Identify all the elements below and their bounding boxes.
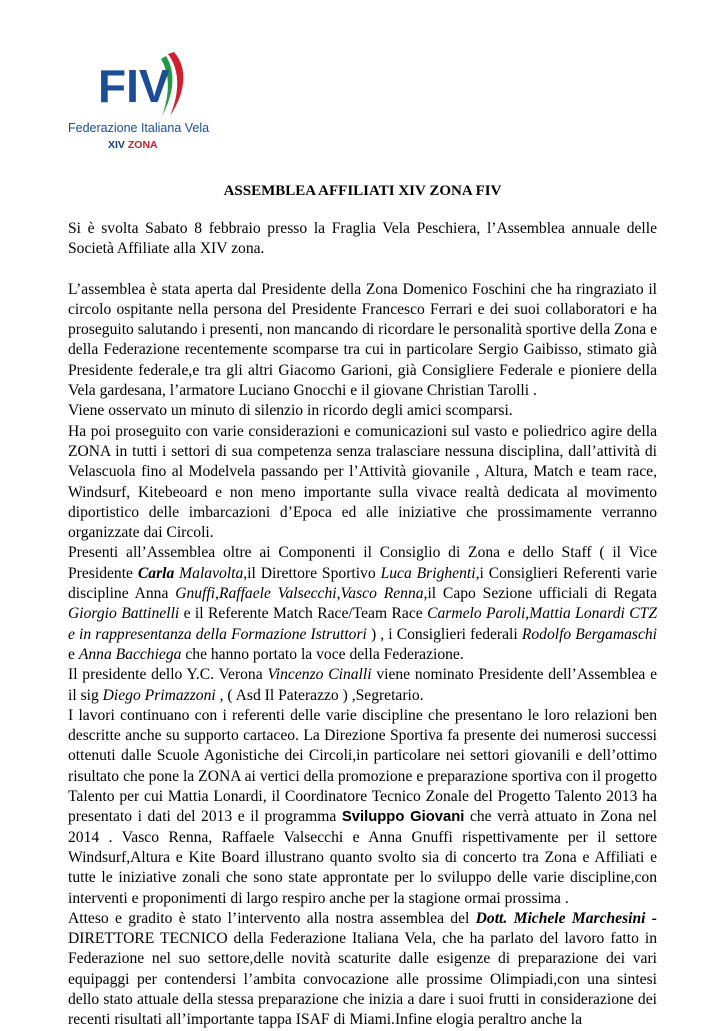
logo-zone [108,139,158,151]
text-span: DIRETTORE TECNICO della Federazione Italiana Vela, che ha parlato del lavoro fatto in Federazione nel suo settore,delle novità scaturite dalle esigenze di preparazione dei vari equipaggi per contendersi l’ambita convocazione alle prossime Olimpiadi,con una sintesi dello stato attuale della stessa preparazione che inizia a dare i suoi frutti in considerazione dei recenti risultati all’importante tappa ISAF di Miami.Infine elogia peraltro anche la [68,930,657,1029]
logo-zone-word: ZONA [127,139,158,151]
paragraph-technical-director [68,909,657,1031]
italic-name: Malavolta [174,564,244,582]
fiv-logo [66,50,226,155]
paragraph-opening: L’assemblea è stata aperta dal Presidente della Zona Domenico Foschini che ha ringraziato il circolo ospitante nella persona del Presidente Francesco Ferrari e dei suoi collaboratori e ha proseguito salutando i presenti, non mancando di ricordare le personalità sportive della Zona e della Federazione recentemente scomparse tra cui in particolare Sergio Gaibisso, stimato già Presidente federale,e tra gli altri Giacomo Garioni, già Consigliere Federale e pioniere della Vela gardesana, l’armatore Luciano Gnocchi e il giovane Christian Tarolli . [68,280,657,400]
fiv-logo-mark [96,50,196,118]
text-span: viene nominato Presidente dell’Assemblea e il sig [68,666,657,704]
logo-org-name: Federazione Italiana Vela [68,121,210,135]
bold-italic-name: Dott. Michele Marchesini - [475,909,657,927]
italic-name: Vincenzo Cinalli [267,666,372,684]
text-span: I lavori continuano con i referenti delle varie discipline che presentano le loro relazioni ben descritte anche su supporto cartaceo. La Direzione Sportiva fa presente dei numerosi successi ottenuti dalle Scuole Agonistiche dei Circoli,in particolare nei settori giovanili e dell’ottimo risultato che pone la ZONA ai vertici della promozione e preparazione sportiva con il progetto Talento per cui Mattia Lonardi, il Coordinatore Tecnico Zonale del Progetto Talento 2013 ha presentato i dati del 2013 e il programma [68,706,657,826]
italic-name: Rodolfo Bergamaschi [521,625,658,643]
italic-name: Diego Primazzoni [102,686,216,704]
paragraph-intro: Si è svolta Sabato 8 febbraio presso la Fraglia Vela Peschiera, l’Assemblea annuale delle Società Affiliate alla XIV zona. [68,220,657,258]
logo-letters: FIV [98,60,170,112]
logo-zone-roman: XIV [108,139,125,151]
paragraph-reports [68,706,657,909]
document-title: ASSEMBLEA AFFILIATI XIV ZONA FIV [223,183,502,199]
paragraph-attendees [68,543,657,665]
text-span: ,i Consiglieri Referenti varie discipline Anna [68,564,657,603]
text-span: e [68,645,79,663]
text-span: che hanno portato la voce della Federazione. [181,645,464,663]
italic-name: Gnuffi,Raffaele Valsecchi,Vasco Renna, [175,585,428,603]
bold-program-name: Sviluppo Giovani [341,809,465,826]
text-span: ) , i Consiglieri federali [366,625,522,643]
paragraph-silence: Viene osservato un minuto di silenzio in ricordo degli amici scomparsi. [68,402,513,420]
text-span: il Capo Sezione ufficiali di Regata [427,585,657,603]
italic-name: Anna Bacchiega [78,645,182,663]
paragraph-activities: Ha poi proseguito con varie considerazioni e comunicazioni sul vasto e poliedrico agire della ZONA in tutti i settori di sua competenza senza tralasciare nessuna disciplina, dall’attività di Velascuola fino al Modelvela passando per l’Attività giovanile , Altura, Match e team race, Windsurf, Kitebeoard e non meno importante sulla vivace realtà dedicata al movimento diportistico delle imbarcazioni d’Epoca ed alle iniziative che prossimamente verranno organizzate dai Circoli. [68,422,657,542]
paragraph-assembly-officers [68,665,657,706]
italic-name: Carmelo Paroli,Mattia Lonardi CTZ e in rappresentanza della Formazione Istruttori [68,605,657,643]
document-body [68,219,657,1031]
text-span: , ( Asd Il Paterazzo ) ,Segretario. [215,686,424,704]
italic-name: Giorgio Battinelli [68,605,180,623]
text-span: Presenti all’Assemblea oltre ai Componenti il Consiglio di Zona e dello Staff ( il Vice Presidente [68,544,657,582]
italic-bold-name: Carla [137,564,175,582]
italic-name: Luca Brighenti [380,564,476,582]
text-span: che verrà attuato in Zona nel 2014 . Vasco Renna, Raffaele Valsecchi e Anna Gnuffi rispettivamente per il settore Windsurf,Altura e Kite Board illustrano quanto svolto sia di concerto tra Zona e Affiliati e tutte le iniziative zonali che sono state approntate per lo sviluppo delle varie discipline,con interventi e proponimenti di largo respiro anche per la stagione ormai prossima . [68,808,658,907]
text-span: Atteso e gradito è stato l’intervento alla nostra assemblea del [68,909,476,927]
text-span: Il presidente dello Y.C. Verona [68,666,268,684]
text-span: e il Referente Match Race/Team Race [179,605,428,623]
text-span: ,il Direttore Sportivo [243,564,381,582]
